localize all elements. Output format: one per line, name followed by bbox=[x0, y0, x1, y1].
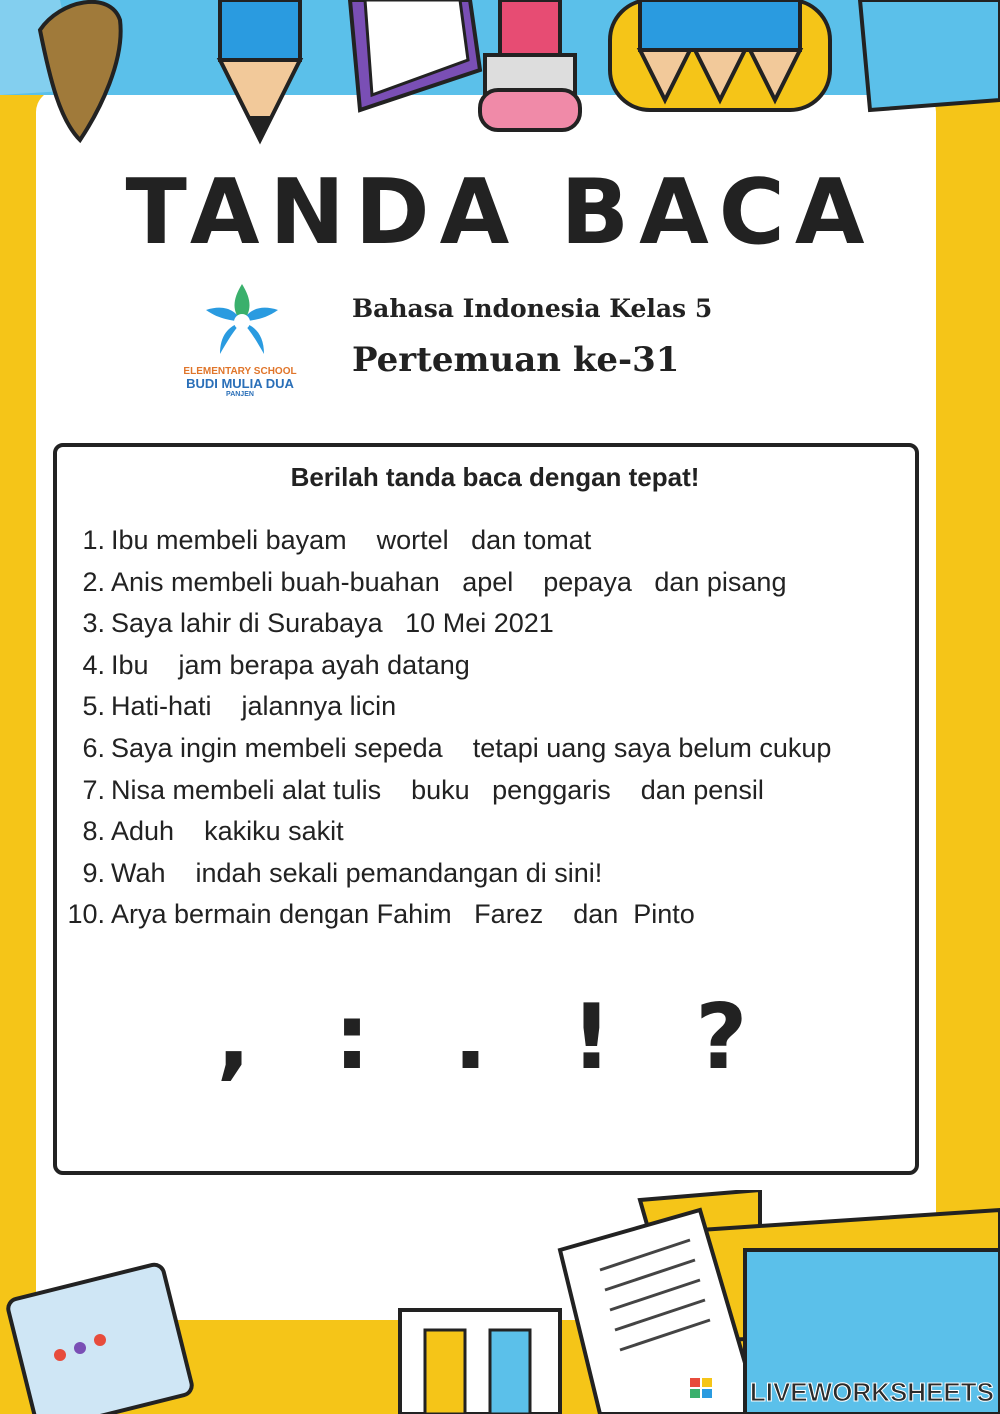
logo-text-school-name: BUDI MULIA DUA bbox=[186, 376, 294, 391]
list-item bbox=[60, 853, 940, 895]
card-icon bbox=[6, 1263, 194, 1414]
item-number: 3. bbox=[82, 608, 105, 639]
item-text: Arya bermain dengan Fahim Farez dan Pinto bbox=[111, 899, 695, 930]
item-number: 4. bbox=[82, 649, 105, 680]
box-icon bbox=[400, 1310, 560, 1414]
punctuation-options: , : . ! ? bbox=[216, 985, 774, 1090]
meeting-label: Pertemuan ke-31 bbox=[352, 340, 680, 380]
item-number: 2. bbox=[82, 566, 105, 597]
top-decoration bbox=[0, 0, 1000, 160]
item-number: 8. bbox=[82, 816, 105, 847]
list-item bbox=[60, 728, 940, 770]
paintbrush-icon bbox=[40, 2, 121, 140]
list-item bbox=[60, 562, 940, 604]
list-item bbox=[60, 686, 940, 728]
item-text: Anis membeli buah-buahan apel pepaya dan pisang bbox=[111, 566, 787, 597]
logo-text-line1: ELEMENTARY SCHOOL bbox=[183, 366, 297, 377]
item-text: Aduh kakiku sakit bbox=[111, 816, 344, 847]
item-text: Nisa membeli alat tulis buku penggaris dan pensil bbox=[111, 774, 764, 805]
exercise-list bbox=[60, 520, 940, 936]
item-number: 9. bbox=[82, 857, 105, 888]
item-text: Ibu membeli bayam wortel dan tomat bbox=[111, 525, 592, 555]
list-item bbox=[60, 645, 940, 687]
item-number: 10. bbox=[67, 899, 105, 930]
item-number: 1. bbox=[82, 525, 105, 555]
item-text: Ibu jam berapa ayah datang bbox=[111, 649, 470, 680]
list-item bbox=[60, 770, 940, 812]
item-number: 7. bbox=[82, 774, 105, 805]
liveworksheets-logo-icon bbox=[690, 1378, 714, 1408]
page-title: TANDA BACA bbox=[125, 160, 875, 265]
item-text: Hati-hati jalannya licin bbox=[111, 691, 397, 722]
subject-label: Bahasa Indonesia Kelas 5 bbox=[352, 294, 713, 323]
pencil-icon bbox=[220, 0, 300, 140]
item-number: 5. bbox=[82, 691, 105, 722]
list-item bbox=[60, 811, 940, 853]
item-text: Saya lahir di Surabaya 10 Mei 2021 bbox=[111, 608, 554, 639]
list-item bbox=[60, 520, 940, 562]
list-item bbox=[60, 603, 940, 645]
logo-text-location: PANJEN bbox=[226, 391, 254, 398]
item-text: Saya ingin membeli sepeda tetapi uang saya belum cukup bbox=[111, 732, 832, 763]
watermark: LIVEWORKSHEETS bbox=[749, 1377, 994, 1407]
item-text: Wah indah sekali pemandangan di sini! bbox=[111, 857, 603, 888]
instruction-text: Berilah tanda baca dengan tepat! bbox=[290, 462, 700, 492]
item-number: 6. bbox=[82, 732, 105, 763]
crayons-icon bbox=[610, 0, 830, 110]
list-item bbox=[60, 894, 940, 936]
